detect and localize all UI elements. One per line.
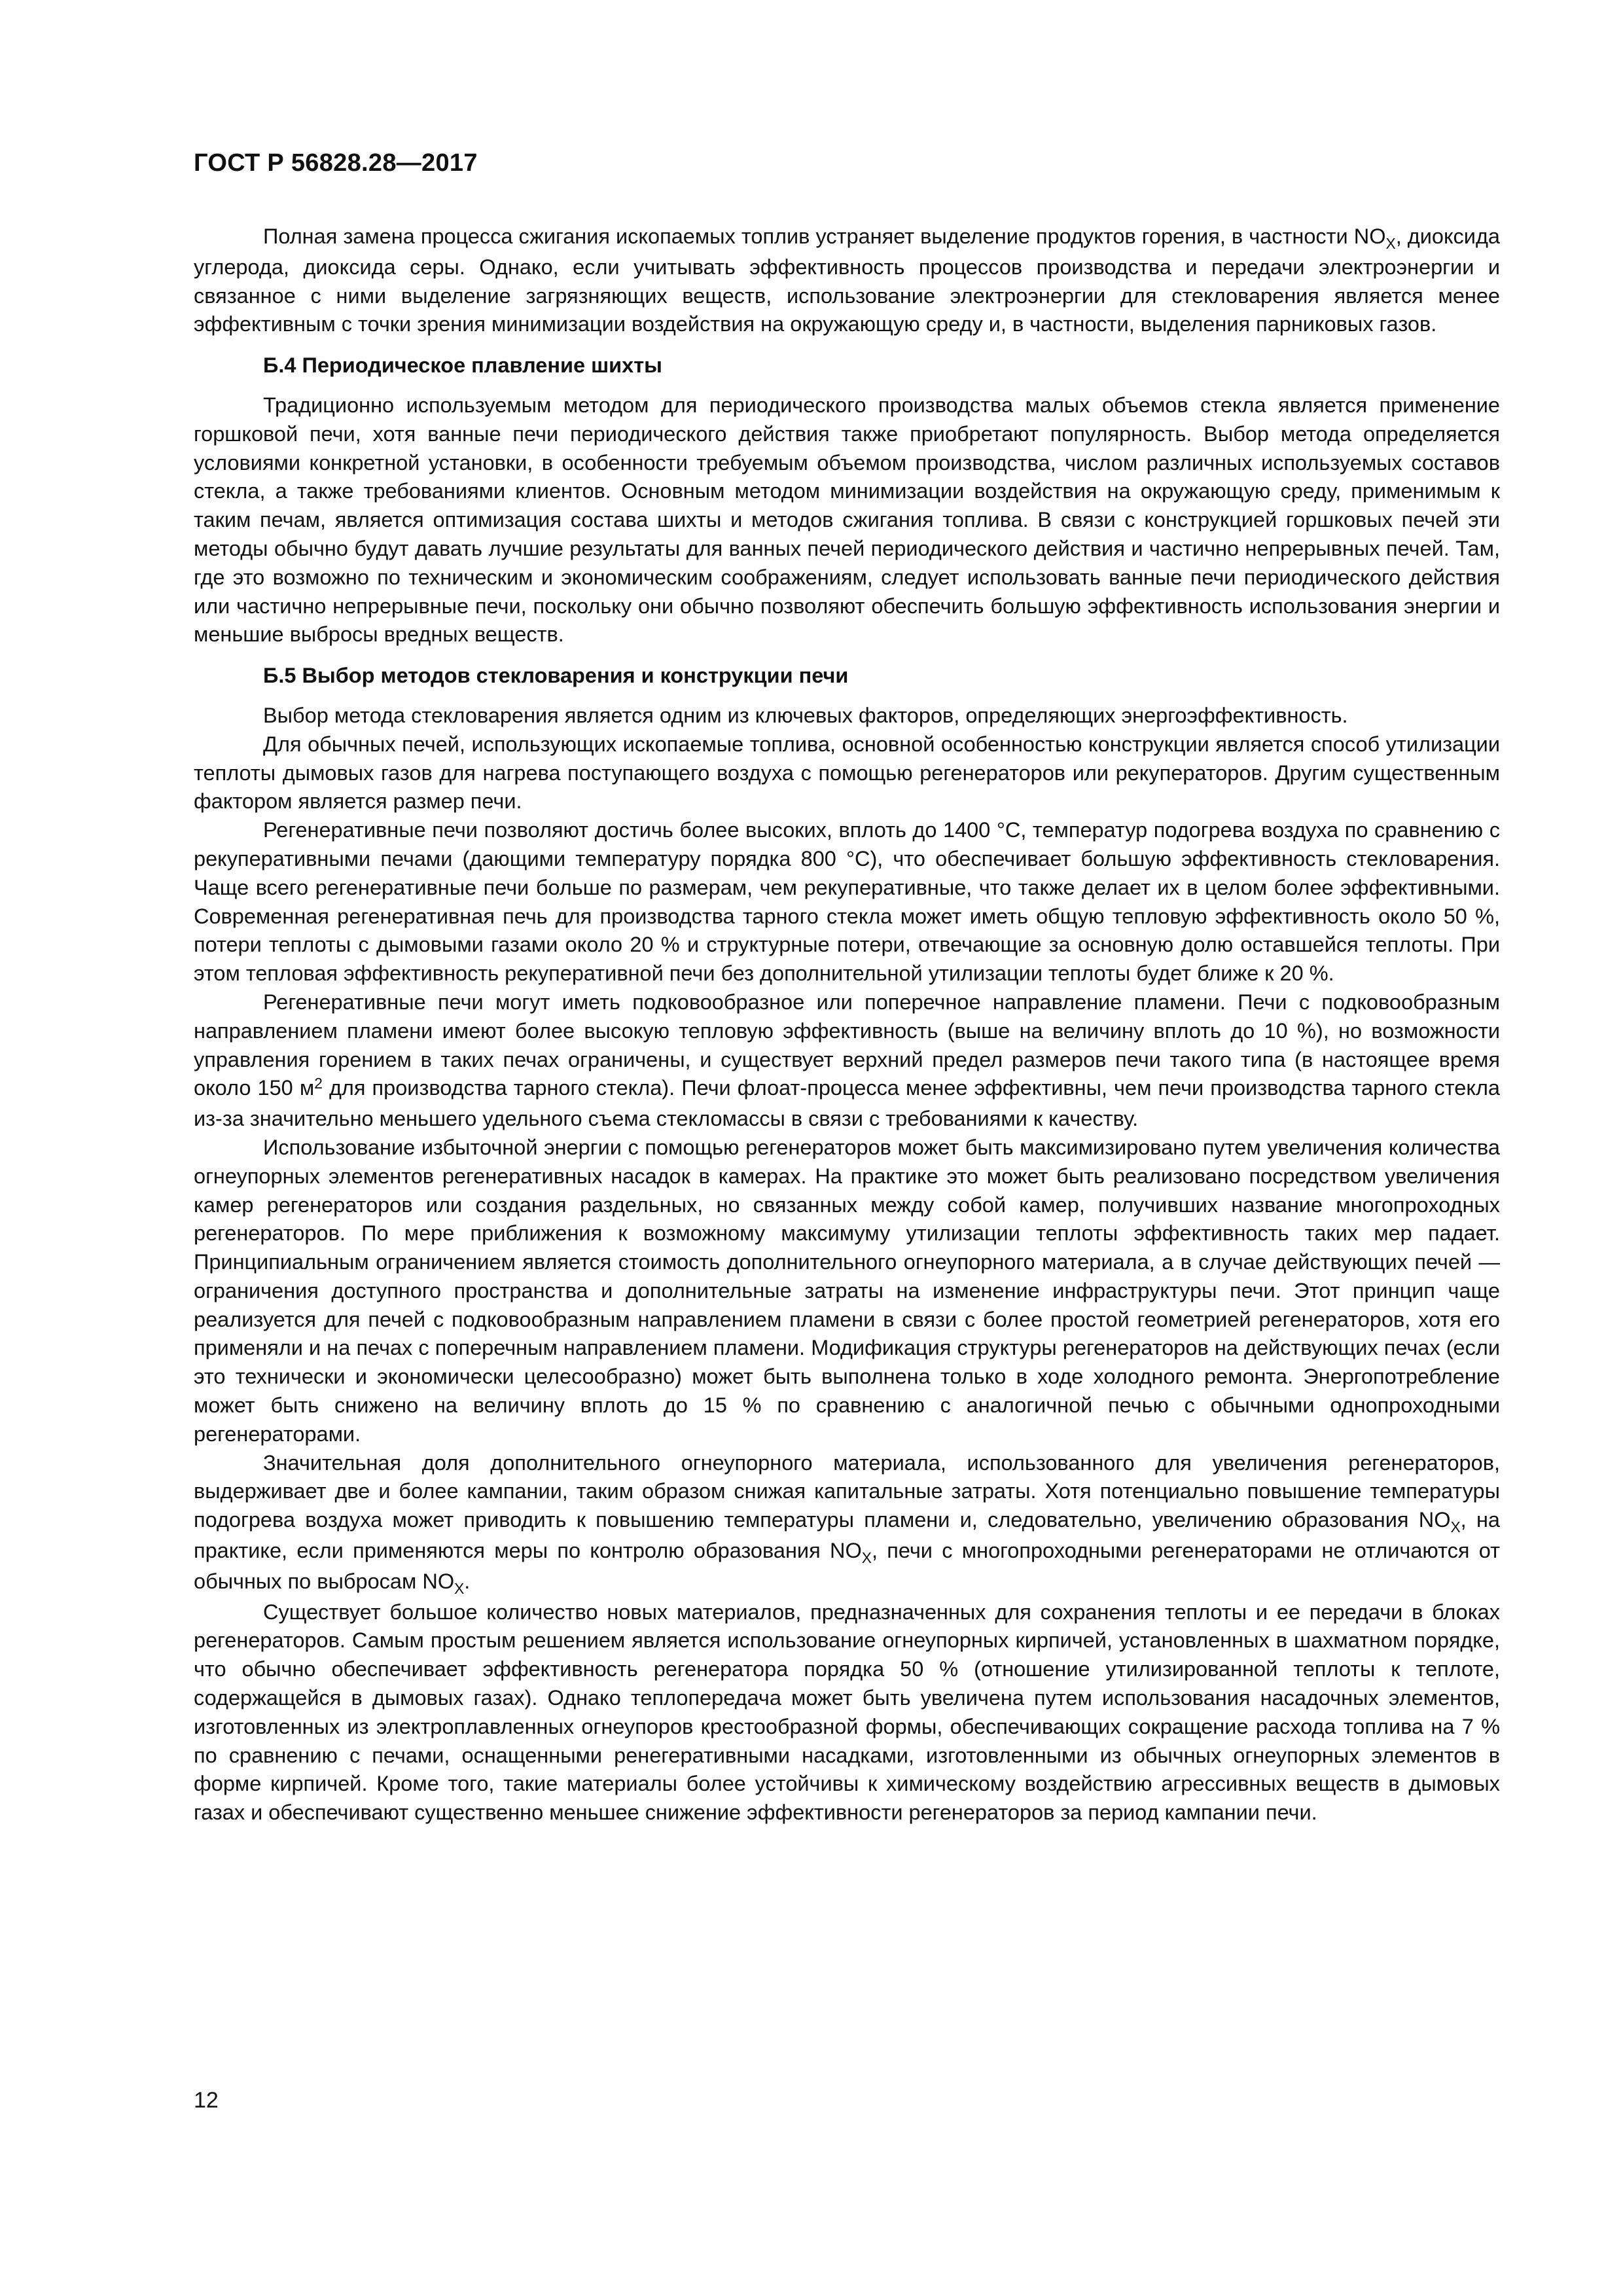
paragraph-b5-1: Выбор метода стекловарения является одним из ключевых факторов, определяющих энергоэффективность. (263, 703, 1348, 727)
paragraph-b4-1: Традиционно используемым методом для периодического производства малых объемов стекла является применение горшковой печи, хотя ванные печи периодического действия также приобретают популярность. Выбор метода определяется условиями конкретной установки, в особенности требуемым объемом производства, числом различных используемых составов стекла, а также требованиями клиентов. Основным методом минимизации воздействия на окружающую среду, применимым к таким печам, является оптимизация состава шихты и методов сжигания топлива. В связи с конструкцией горшковых печей эти методы обычно будут давать лучшие результаты для ванных печей периодического действия и частично непрерывных печей. Там, где это возможно по техническим и экономическим соображениям, следует использовать ванные печи периодического действия или частично непрерывные печи, поскольку они обычно позволяют обеспечить большую эффективность использования энергии и меньшие выбросы вредных веществ. (194, 393, 1500, 647)
paragraph-b5-6: Значительная доля дополнительного огнеупорного материала, использованного для увеличения регенераторов, выдерживает две и более кампании, таким образом снижая капитальные затраты. Хотя потенциально повышение температуры подогрева воздуха может приводить к повышению температуры пламени и, следовательно, увеличению образования $NO_X$, на практике, если применяются меры по контролю образования $NO_X$, печи с многопроходными регенераторами не отличаются от обычных по выбросам $NO_X$. (194, 1450, 1501, 1597)
document-body (194, 223, 1500, 1827)
document-header: ГОСТ Р 56828.28—2017 (194, 149, 478, 177)
paragraph-b5-2: Для обычных печей, использующих ископаемые топлива, основной особенностью конструкции является способ утилизации теплоты дымовых газов для нагрева поступающего воздуха с помощью регенераторов или рекуператоров. Другим существенным фактором является размер печи. (194, 732, 1500, 814)
section-heading-b5: Б.5 Выбор методов стекловарения и конструкции печи (263, 664, 849, 688)
page-number: 12 (194, 2088, 219, 2113)
paragraph-intro: Полная замена процесса сжигания ископаемых топлив устраняет выделение продуктов горения, в частности $NO_X$, диоксида углерода, диоксида серы. Однако, если учитывать эффективность процессов производства и передачи электроэнергии и связанное с ними выделение загрязняющих веществ, использование электроэнергии для стекловарения является менее эффективным с точки зрения минимизации воздействия на окружающую среду и, в частности, выделения парниковых газов. (194, 224, 1500, 336)
paragraph-b5-7: Существует большое количество новых материалов, предназначенных для сохранения теплоты и ее передачи в блоках регенераторов. Самым простым решением является использование огнеупорных кирпичей, установленных в шахматном порядке, что обычно обеспечивает эффективность регенератора порядка 50 % (отношение утилизированной теплоты к теплоте, содержащейся в дымовых газах). Однако теплопередача может быть увеличена путем использования насадочных элементов, изготовленных из электроплавленных огнеупоров крестообразной формы, обеспечивающих сокращение расхода топлива на 7 % по сравнению с печами, оснащенными ренегеративными насадками, изготовленными из обычных огнеупорных элементов в форме кирпичей. Кроме того, такие материалы более устойчивы к химическому воздействию агрессивных веществ в дымовых газах и обеспечивают существенно меньшее снижение эффективности регенераторов за период кампании печи. (194, 1600, 1500, 1825)
paragraph-b5-5: Использование избыточной энергии с помощью регенераторов может быть максимизировано путем увеличения количества огнеупорных элементов регенеративных насадок в камерах. На практике это может быть реализовано посредством увеличения камер регенераторов или создания раздельных, но связанных между собой камер, получивших название многопроходных регенераторов. По мере приближения к возможному максимуму утилизации теплоты эффективность таких мер падает. Принципиальным ограничением является стоимость дополнительного огнеупорного материала, а в случае действующих печей — ограничения доступного пространства и дополнительные затраты на изменение инфраструктуры печи. Этот принцип чаще реализуется для печей с подковообразным направлением пламени в связи с более простой геометрией регенераторов, хотя его применяли и на печах с поперечным направлением пламени. Модификация структуры регенераторов на действующих печах (если это технически и экономически целесообразно) может быть выполнена только в ходе холодного ремонта. Энергопотребление может быть снижено на величину вплоть до 15 % по сравнению с аналогичной печью с обычными однопроходными регенераторами. (194, 1135, 1500, 1446)
section-heading-b4: Б.4 Периодическое плавление шихты (263, 353, 662, 378)
paragraph-b5-4: Регенеративные печи могут иметь подковообразное или поперечное направление пламени. Печи с подковообразным направлением пламени имеют более высокую тепловую эффективность (выше на величину вплоть до 10 %), но возможности управления горением в таких печах ограничены, и существует верхний предел размеров печи такого типа (в настоящее время около 150 $м^2$ для производства тарного стекла). Печи флоат-процесса менее эффективны, чем печи производства тарного стекла из-за значительно меньшего удельного съема стекломассы в связи с требованиями к качеству. (194, 990, 1500, 1131)
paragraph-b5-3: Регенеративные печи позволяют достичь более высоких, вплоть до 1400 °С, температур подогрева воздуха по сравнению с рекуперативными печами (дающими температуру порядка 800 °С), что обеспечивает большую эффективность стекловарения. Чаще всего регенеративные печи больше по размерам, чем рекуперативные, что также делает их в целом более эффективными. Современная регенеративная печь для производства тарного стекла может иметь общую тепловую эффективность около 50 %, потери теплоты с дымовыми газами около 20 % и структурные потери, отвечающие за основную долю оставшейся теплоты. При этом тепловая эффективность рекуперативной печи без дополнительной утилизации теплоты будет ближе к 20 %. (194, 818, 1500, 986)
